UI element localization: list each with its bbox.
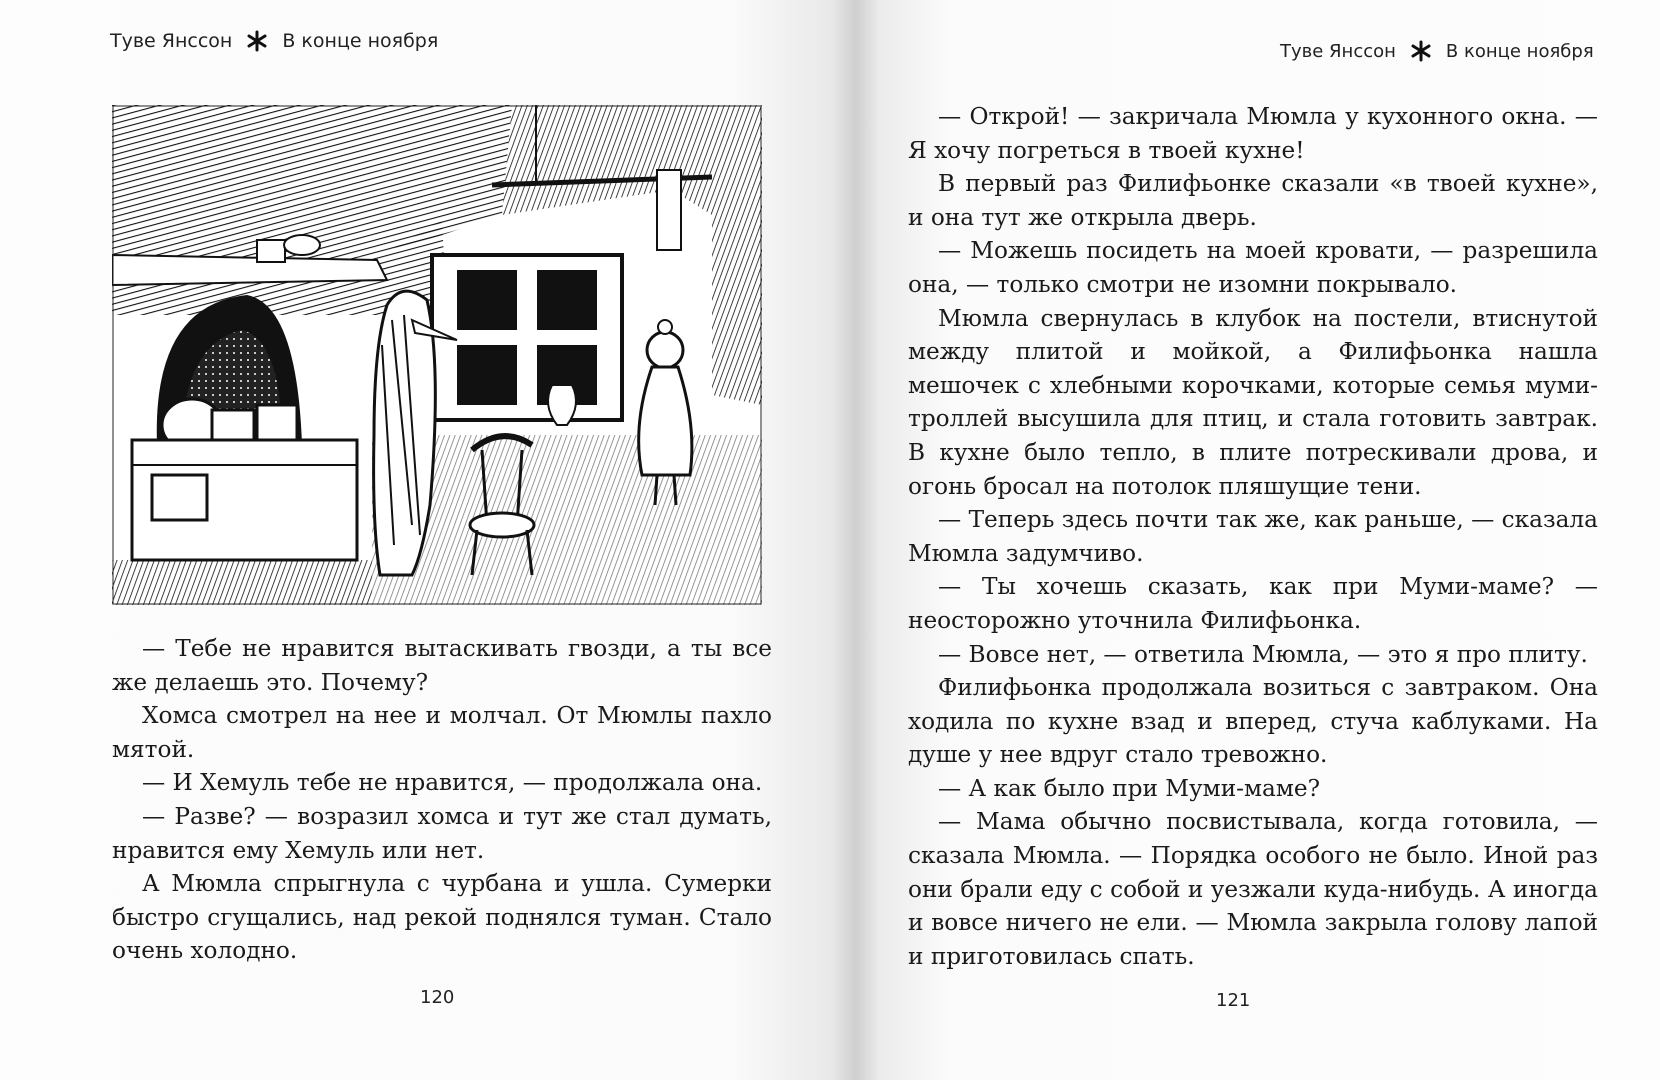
paragraph: — Мама обычно посвистывала, когда готовила, — сказала Мюмла. — Порядка особого не было. Иной раз они брали еду с собой и уезжали куда-нибудь. А иногда и вовсе ничего не ели. — Мюмла закрыла голову лапой и приготовилась спать. [908, 808, 1598, 970]
paragraph: Филифьонка продолжала возиться с завтраком. Она ходила по кухне взад и вперед, стуча каблуками. На душе у нее вдруг стало тревожно. [908, 674, 1598, 769]
asterisk-ornament-icon [1410, 40, 1432, 62]
header-title: В конце ноября [1445, 40, 1594, 62]
paragraph: Мюмла свернулась в клубок на постели, втиснутой между плитой и мойкой, а Филифьонка нашла мешочек с хлебными корочками, которые семья муми-троллей высушила для птиц, и стала готовить завтрак. В кухне было тепло, в плите потрескивали дрова, и огонь бросал на потолок пляшущие тени. [908, 304, 1598, 500]
paragraph: В первый раз Филифьонке сказали «в твоей кухне», и она тут же открыла дверь. [908, 170, 1598, 231]
paragraph: — Ты хочешь сказать, как при Муми-маме? — неосторожно уточнила Филифьонка. [908, 573, 1598, 634]
asterisk-ornament-icon [246, 30, 268, 52]
running-header-left [110, 30, 438, 52]
page-number: 120 [420, 987, 455, 1008]
paragraph: — Можешь посидеть на моей кровати, — разрешила она, — только смотри не изомни покрывало. [908, 237, 1598, 298]
page-number: 121 [1216, 990, 1251, 1011]
paragraph: — И Хемуль тебе не нравится, — продолжала она. [142, 769, 763, 797]
kitchen-illustration [112, 105, 762, 605]
left-page-body [112, 632, 772, 968]
header-title: В конце ноября [282, 30, 439, 52]
paragraph: — Вовсе нет, — ответила Мюмла, — это я про плиту. [938, 640, 1588, 668]
paragraph: — А как было при Муми-маме? [938, 774, 1321, 802]
header-author: Туве Янссон [110, 30, 233, 52]
right-page [856, 0, 1660, 1080]
right-page-body [908, 100, 1598, 973]
paragraph: — Теперь здесь почти так же, как раньше, — сказала Мюмла задумчиво. [908, 506, 1598, 567]
paragraph: — Тебе не нравится вытаскивать гвозди, а ты все же делаешь это. Почему? [112, 635, 772, 696]
paragraph: А Мюмла спрыгнула с чурбана и ушла. Сумерки быстро сгущались, над рекой поднялся туман. Стало очень холодно. [112, 870, 772, 965]
paragraph: — Открой! — закричала Мюмла у кухонного окна. — Я хочу погреться в твоей кухне! [908, 103, 1598, 164]
header-author: Туве Янссон [1280, 40, 1396, 62]
paragraph: — Разве? — возразил хомса и тут же стал думать, нравится ему Хемуль или нет. [112, 802, 772, 864]
running-header-right [1280, 40, 1594, 62]
paragraph: Хомса смотрел на нее и молчал. От Мюмлы пахло мятой. [112, 702, 772, 763]
